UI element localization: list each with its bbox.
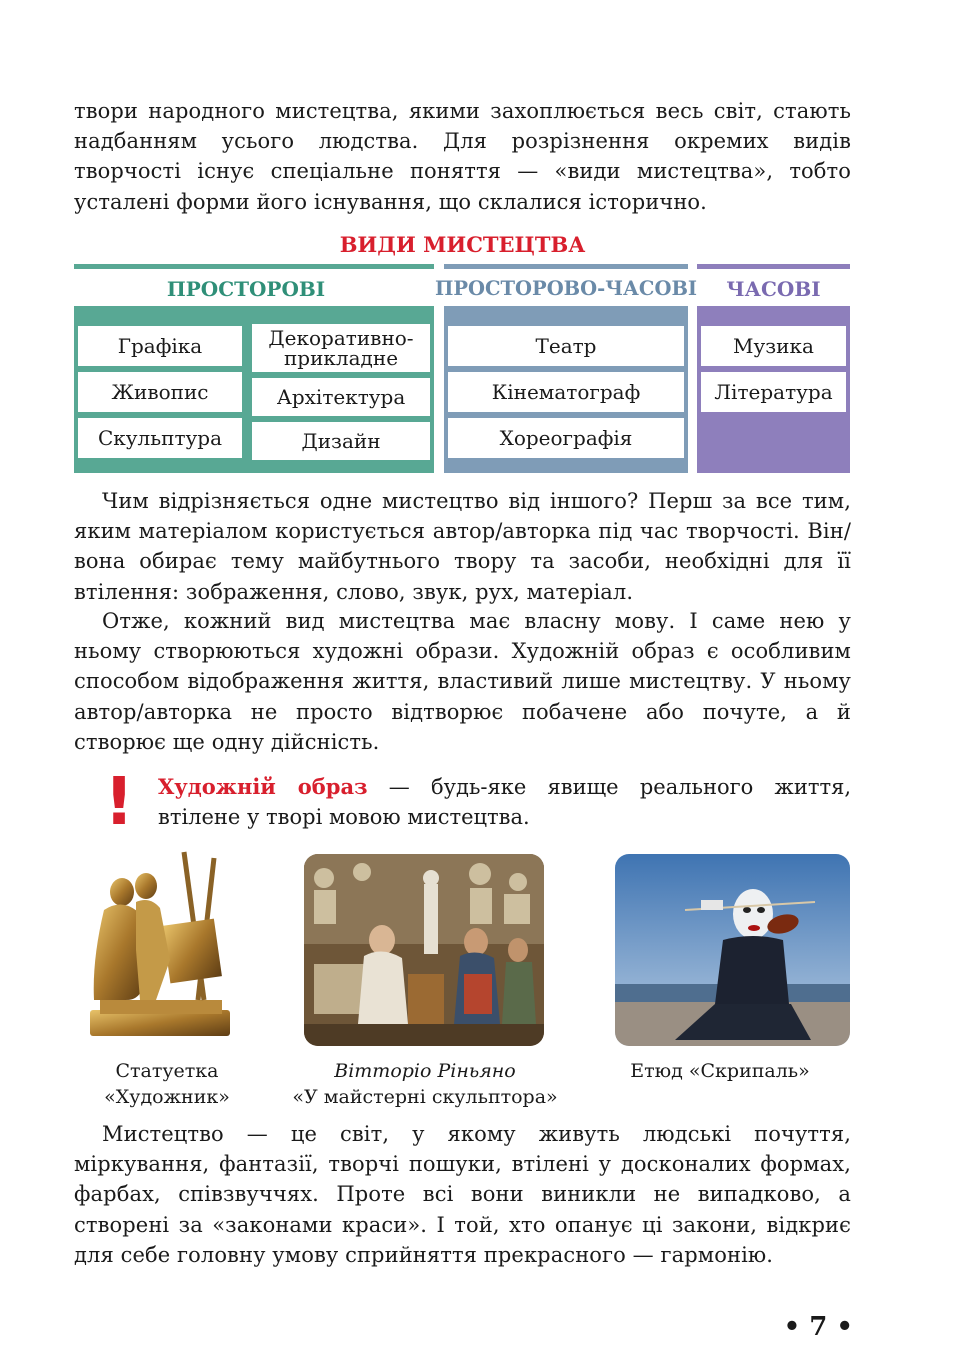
- art-type-cell: Живопис: [78, 372, 242, 412]
- paragraph-2: Чим відрізняється одне мистецтво від іншого? Перш за все тим, яким матеріалом користується автор/авторка під час творчості. Він/вона обирає тему майбутнього твору та засоби, необхідні для її втілення: зображення, слово, звук, рух, матеріал.: [74, 489, 851, 604]
- group-box-temporal: [697, 306, 850, 473]
- art-type-cell: Театр: [448, 326, 684, 366]
- caption-line: Статуетка: [115, 1060, 219, 1082]
- diagram-title: ВИДИ МИСТЕЦТВА: [339, 232, 586, 257]
- sculptor-workshop-painting: [304, 854, 544, 1046]
- page-number: • 7 •: [783, 1312, 853, 1342]
- definition-text: — будь-яке явище реального життя, втілене у творі мовою мистецтва.: [158, 775, 852, 830]
- caption-author: Вітторіо Ріньяно: [334, 1060, 516, 1082]
- caption-line: Етюд «Скрипаль»: [630, 1060, 810, 1082]
- intro-paragraph: твори народного мистецтва, якими захоплюється весь світ, стають надбанням усього людства. Для розрізнення окремих видів творчості існує спеціальне поняття — «види мистецтва», тобто усталені форми його існування, що склалися історично.: [74, 99, 851, 214]
- art-type-cell: Кінематограф: [448, 372, 684, 412]
- art-type-cell: Література: [701, 372, 846, 412]
- art-type-cell: Скульптура: [78, 418, 242, 458]
- group-heading-temporal: ЧАСОВІ: [726, 277, 821, 301]
- caption-line: «У майстерні скульптора»: [292, 1086, 558, 1108]
- caption-painting: [284, 1058, 566, 1110]
- group-box-spatial: [74, 306, 434, 473]
- caption-line: «Художник»: [104, 1086, 230, 1108]
- caption-statuette: [74, 1058, 260, 1110]
- definition-term: Художній образ: [158, 774, 368, 799]
- paragraph-4: Мистецтво — це світ, у якому живуть людські почуття, міркування, фантазії, творчі пошуки, втілені у досконалих формах, фарбах, співзвуччях. Проте всі вони виникли не випадково, а створені за «законами краси». І той, хто опанує ці закони, відкриє для себе головну умову сприйняття прекрасного — гармонію.: [74, 1122, 851, 1267]
- paragraph-3: Отже, кожний вид мистецтва має власну мову. І саме нею у ньому створюються художні образи. Художній образ є особливим способом відображення життя, властивий лише мистецтву. У ньому автор/авторка не просто відтворює побачене або почуте, а й створює ще одну дійсність.: [74, 609, 851, 754]
- temporal-rule: [697, 264, 850, 269]
- violinist-photo: [615, 854, 850, 1046]
- statuette-photo: [74, 850, 234, 1045]
- group-box-spatiotemporal: [444, 306, 688, 473]
- caption-violinist: [600, 1058, 840, 1084]
- art-type-cell: Декоративно-прикладне: [252, 324, 430, 372]
- group-heading-spatiotemporal: ПРОСТОРОВО-ЧАСОВІ: [434, 277, 698, 300]
- art-type-cell: Хореографія: [448, 418, 684, 458]
- spatiotemporal-rule: [444, 264, 688, 269]
- definition-note: [158, 772, 851, 832]
- art-type-cell: Графіка: [78, 326, 242, 366]
- group-heading-spatial: ПРОСТОРОВІ: [166, 277, 326, 301]
- spatial-rule: [74, 264, 434, 269]
- art-type-cell: Архітектура: [252, 378, 430, 416]
- art-type-cell: Дизайн: [252, 422, 430, 460]
- exclamation-icon: !: [104, 763, 135, 840]
- art-type-cell: Музика: [701, 326, 846, 366]
